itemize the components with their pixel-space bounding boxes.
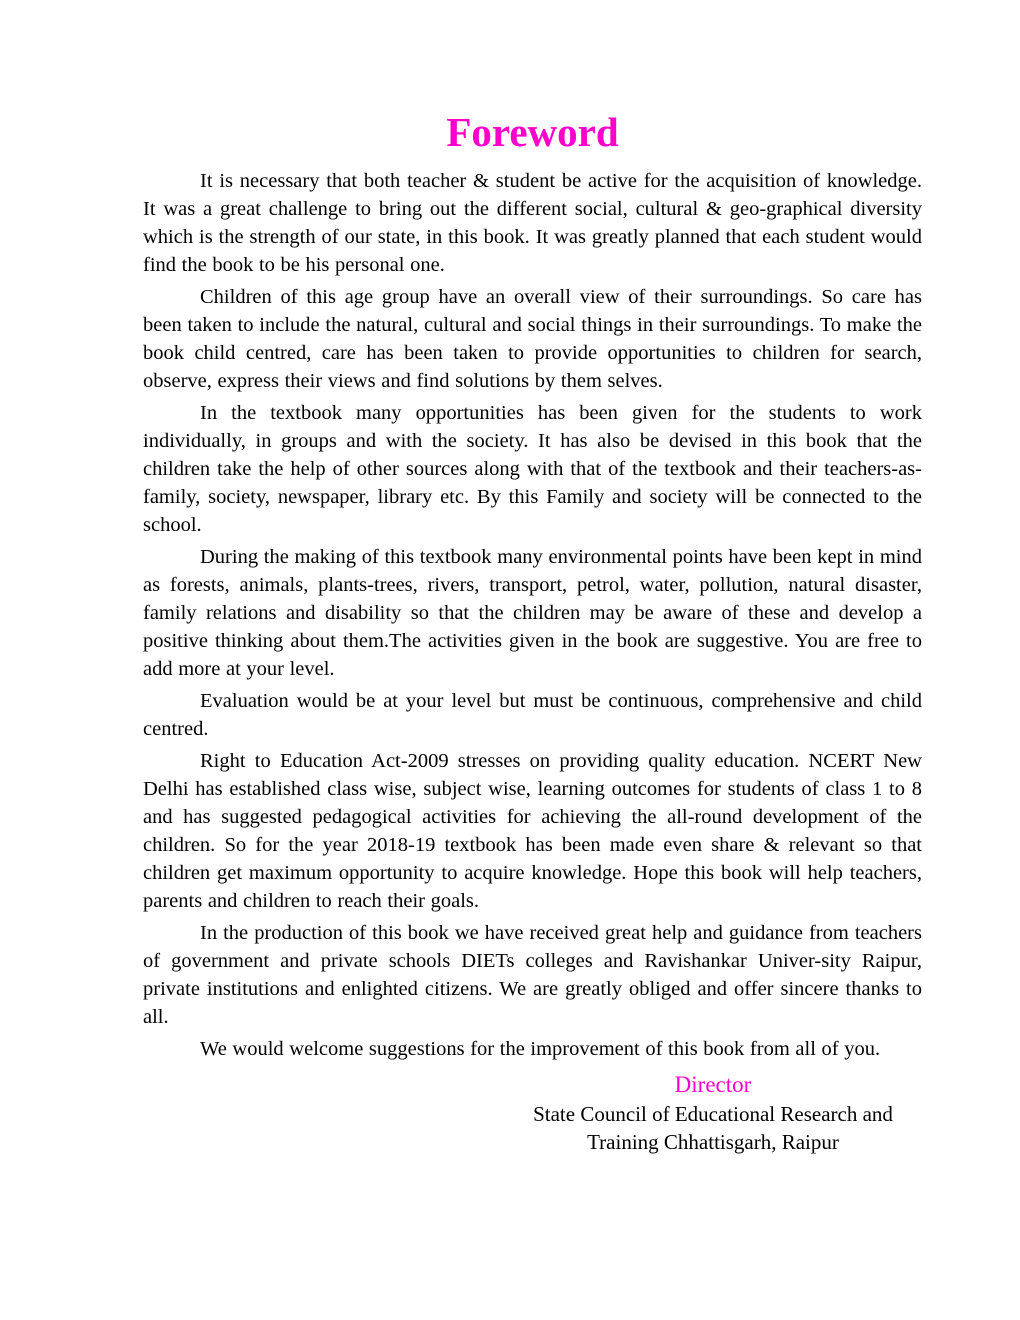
foreword-body	[143, 167, 922, 1063]
foreword-paragraph-3: In the textbook many opportunities has been given for the students to work individually, in groups and with the society. It has also be devised in this book that the children take the help of other sources along with that of the textbook and their teachers-as-family, society, newspaper, library etc. By this Family and society will be connected to the school.	[143, 402, 922, 537]
foreword-paragraph-2: Children of this age group have an overall view of their surroundings. So care has been taken to include the natural, cultural and social things in their surroundings. To make the book child centred, care has been taken to provide opportunities to children for search, observe, express their views and find solutions by them selves.	[143, 286, 922, 393]
signature-block	[503, 1069, 923, 1156]
page-title: Foreword	[446, 109, 619, 155]
foreword-paragraph-6: Right to Education Act-2009 stresses on providing quality education. NCERT New Delhi has established class wise, subject wise, learning outcomes for students of class 1 to 8 and has suggested pedagogical activities for achieving the all-round development of the children. So for the year 2018-19 textbook has been made even share & relevant so that children get maximum opportunity to acquire knowledge. Hope this book will help teachers, parents and children to reach their goals.	[143, 750, 922, 913]
foreword-paragraph-4: During the making of this textbook many environmental points have been kept in mind as forests, animals, plants-trees, rivers, transport, petrol, water, pollution, natural disaster, family relations and disability so that the children may be aware of these and develop a positive thinking about them.The activities given in the book are suggestive. You are free to add more at your level.	[143, 546, 922, 681]
foreword-paragraph-5: Evaluation would be at your level but must be continuous, comprehensive and child centred.	[143, 690, 922, 741]
signature-org-line-1: State Council of Educational Research and	[533, 1102, 893, 1127]
foreword-paragraph-8: We would welcome suggestions for the improvement of this book from all of you.	[200, 1038, 881, 1061]
signature-org-line-2: Training Chhattisgarh, Raipur	[587, 1130, 839, 1155]
foreword-paragraph-1: It is necessary that both teacher & student be active for the acquisition of knowledge. It was a great challenge to bring out the different social, cultural & geo-graphical diversity which is the strength of our state, in this book. It was greatly planned that each student would find the book to be his personal one.	[143, 170, 922, 277]
foreword-paragraph-7: In the production of this book we have received great help and guidance from teachers of government and private schools DIETs colleges and Ravishankar Univer-sity Raipur, private institutions and enlighted citizens. We are greatly obliged and offer sincere thanks to all.	[143, 922, 922, 1029]
signature-role: Director	[674, 1072, 752, 1098]
